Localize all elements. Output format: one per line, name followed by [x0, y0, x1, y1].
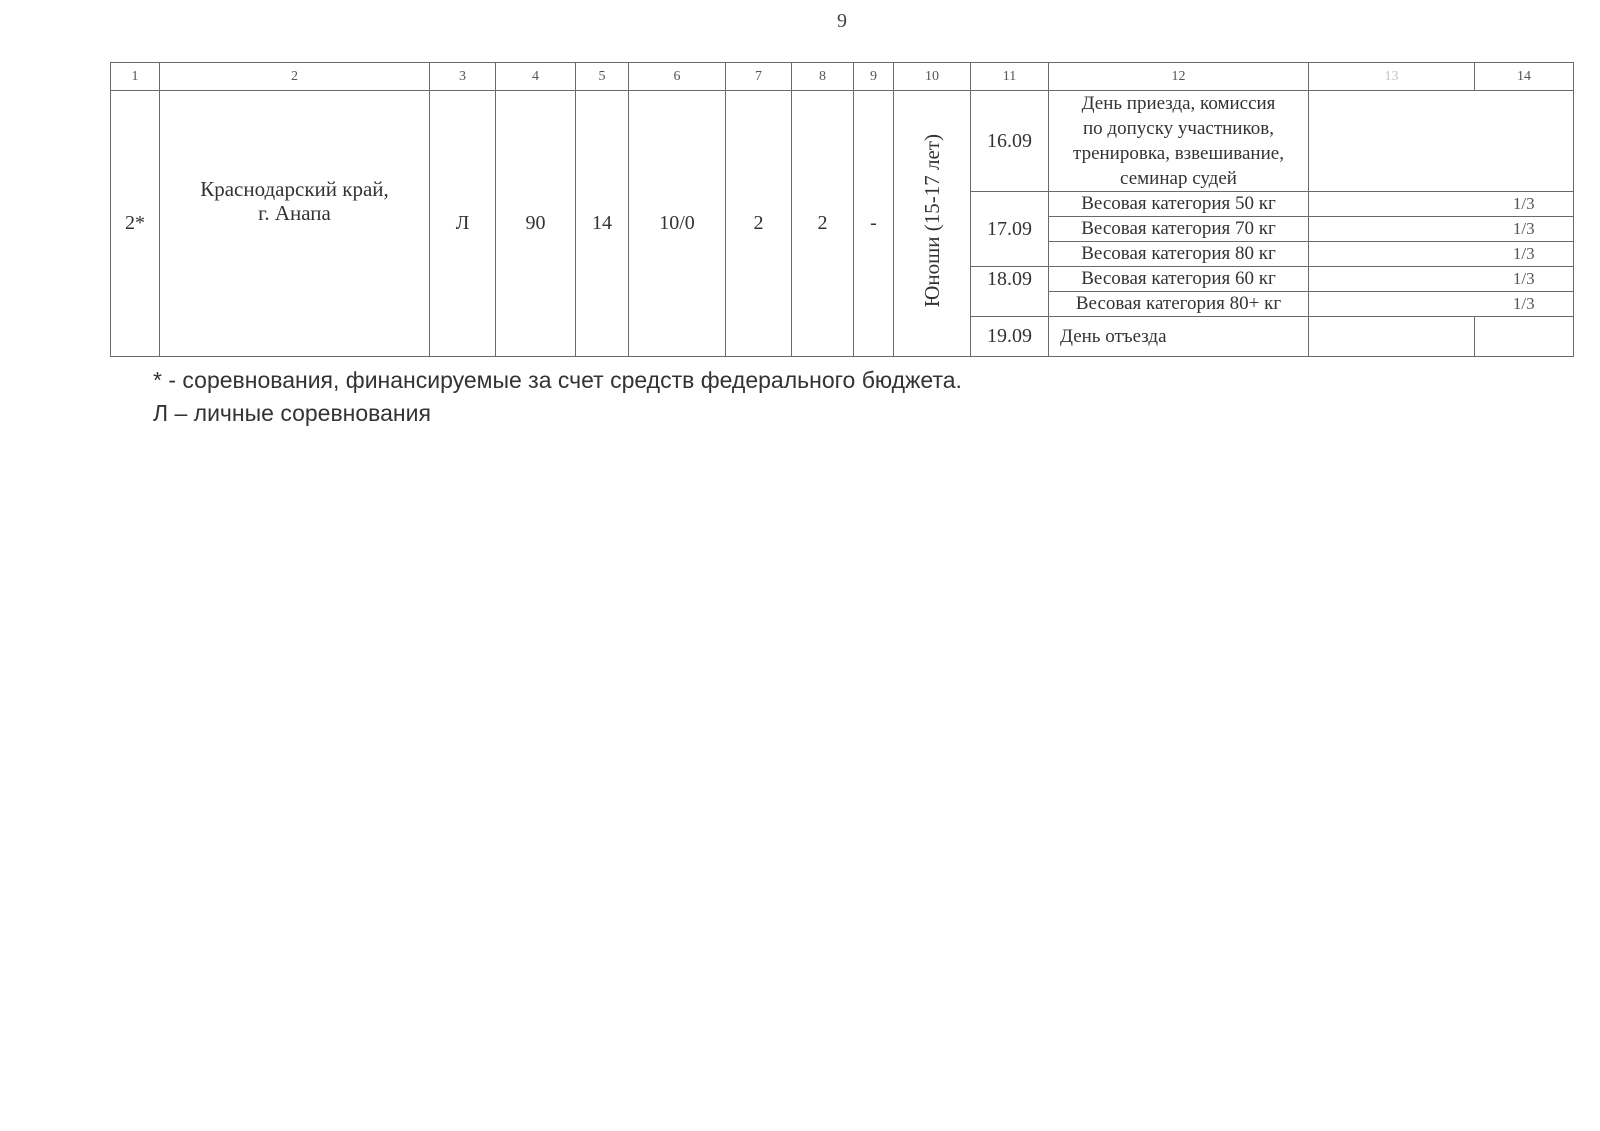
weight-category-cell: Весовая категория 70 кг — [1049, 217, 1309, 242]
col-header-9: 9 — [854, 63, 894, 91]
col-header-1: 1 — [111, 63, 160, 91]
col-header-11: 11 — [971, 63, 1049, 91]
date-cell: 18.09 — [971, 267, 1049, 317]
col-header-12: 12 — [1049, 63, 1309, 91]
col7-cell: 2 — [726, 91, 792, 357]
date-cell: 19.09 — [971, 317, 1049, 357]
sets-cell: 1/3 — [1475, 242, 1574, 267]
weight-category-cell: Весовая категория 60 кг — [1049, 267, 1309, 292]
weight-category-cell: Весовая категория 80+ кг — [1049, 292, 1309, 317]
footnotes — [153, 364, 962, 430]
sets-cell: 1/3 — [1475, 192, 1574, 217]
sets-cell-empty — [1309, 317, 1475, 357]
col-header-2: 2 — [160, 63, 430, 91]
sets-cell-empty — [1475, 317, 1574, 357]
spacer-cell — [1309, 217, 1475, 242]
program-departure-cell: День отъезда — [1049, 317, 1309, 357]
col-header-10: 10 — [894, 63, 971, 91]
col5-cell: 14 — [576, 91, 629, 357]
col4-cell: 90 — [496, 91, 576, 357]
col8-cell: 2 — [792, 91, 854, 357]
col-header-8: 8 — [792, 63, 854, 91]
col6-cell: 10/0 — [629, 91, 726, 357]
weight-category-cell: Весовая категория 80 кг — [1049, 242, 1309, 267]
spacer-cell — [1309, 192, 1475, 217]
column-number-row — [111, 63, 1574, 91]
program-line: по допуску участников, — [1083, 118, 1274, 139]
spacer-cell — [1309, 292, 1475, 317]
competition-type-cell: Л — [430, 91, 496, 357]
col-header-13: 13 — [1309, 63, 1475, 91]
program-line: семинар судей — [1120, 168, 1237, 189]
venue-region: Краснодарский край, — [200, 177, 389, 201]
age-group-cell — [894, 91, 971, 357]
sets-cell-empty — [1309, 91, 1574, 192]
col-header-3: 3 — [430, 63, 496, 91]
venue-cell — [160, 91, 430, 357]
col-header-5: 5 — [576, 63, 629, 91]
col9-cell: - — [854, 91, 894, 357]
weight-category-cell: Весовая категория 50 кг — [1049, 192, 1309, 217]
sets-cell: 1/3 — [1475, 267, 1574, 292]
footnote-individual: Л – личные соревнования — [153, 400, 431, 426]
venue-city: г. Анапа — [258, 201, 331, 225]
sets-cell: 1/3 — [1475, 217, 1574, 242]
spacer-cell — [1309, 267, 1475, 292]
age-group-label: Юноши (15-17 лет) — [920, 133, 944, 308]
sets-cell: 1/3 — [1475, 292, 1574, 317]
col-header-6: 6 — [629, 63, 726, 91]
col-header-4: 4 — [496, 63, 576, 91]
program-arrival-cell — [1049, 91, 1309, 192]
table-row — [111, 91, 1574, 192]
program-line: тренировка, взвешивание, — [1073, 143, 1284, 164]
competition-schedule-table — [110, 62, 1574, 357]
date-cell: 17.09 — [971, 192, 1049, 267]
col-header-7: 7 — [726, 63, 792, 91]
footnote-federal-budget: * - соревнования, финансируемые за счет средств федерального бюджета. — [153, 367, 962, 393]
page-number: 9 — [837, 10, 847, 32]
spacer-cell — [1309, 242, 1475, 267]
program-line: День приезда, комиссия — [1081, 93, 1276, 114]
col-header-14: 14 — [1475, 63, 1574, 91]
date-cell: 16.09 — [971, 91, 1049, 192]
row-number-cell: 2* — [111, 91, 160, 357]
